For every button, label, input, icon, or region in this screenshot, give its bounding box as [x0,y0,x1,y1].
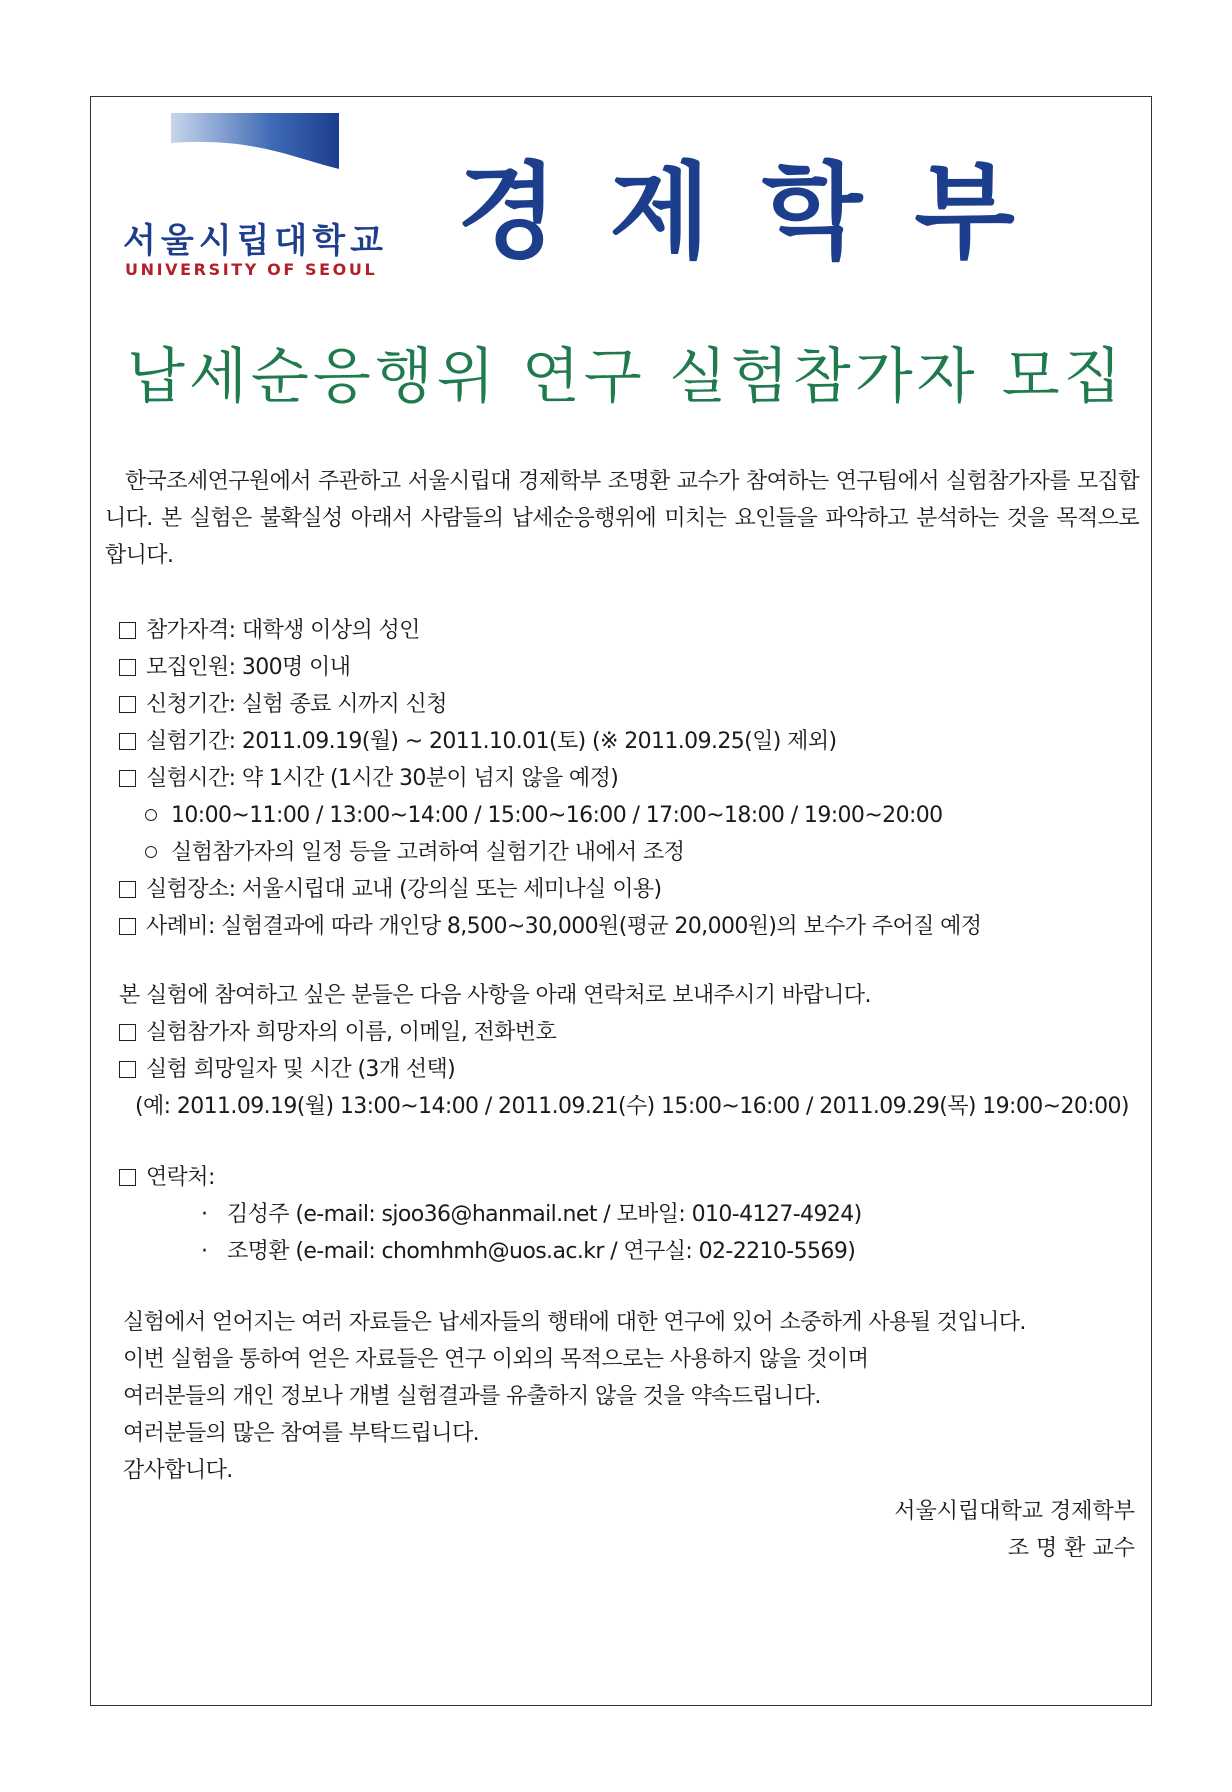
closing-line: 여러분들의 개인 정보나 개별 실험결과를 유출하지 않을 것을 약속드립니다. [123,1384,821,1409]
checkbox-icon [119,1061,136,1078]
application-instructions [105,977,1139,1125]
signature-name: 조 명 환 교수 [1007,1536,1135,1561]
signature-org: 서울시립대학교 경제학부 [894,1499,1135,1524]
circle-bullet-icon [145,809,157,821]
circle-bullet-icon [145,846,157,858]
checkbox-icon [119,1024,136,1041]
notice-body [105,463,1139,1567]
closing-line: 감사합니다. [123,1458,233,1483]
closing-line: 여러분들의 많은 참여를 부탁드립니다. [123,1421,480,1446]
logo-korean-name: 서울시립대학교 [123,221,388,261]
closing-remarks [105,1304,1139,1489]
signature-block [105,1493,1139,1567]
contact-person: · 조명환 (e-mail: chomhmh@uos.ac.kr / 연구실: 02-2210-5569) [105,1233,1139,1270]
list-item: 모집인원: 300명 이내 [105,649,1139,686]
checkbox-icon [119,770,136,787]
recruit-title: 납세순응행위 연구 실험참가자 모집 [127,342,1126,412]
department-title: 경제학부 [457,151,1067,273]
list-item: 참가자격: 대학생 이상의 성인 [105,612,1139,649]
contact-person: · 김성주 (e-mail: sjoo36@hanmail.net / 모바일: 010-4127-4924) [105,1196,1139,1233]
logo-english-name: UNIVERSITY OF SEOUL [125,260,378,279]
list-item: 실험장소: 서울시립대 교내 (강의실 또는 세미나실 이용) [105,871,1139,908]
dot-bullet-icon: · [201,1202,208,1227]
details-list [105,612,1139,945]
list-item: 실험참가자 희망자의 이름, 이메일, 전화번호 [105,1014,1139,1051]
closing-line: 실험에서 얻어지는 여러 자료들은 납세자들의 행태에 대한 연구에 있어 소중하게 사용될 것입니다. [123,1310,1026,1335]
checkbox-icon [119,918,136,935]
dot-bullet-icon: · [201,1239,208,1264]
list-item: 실험시간: 약 1시간 (1시간 30분이 넘지 않을 예정) [105,760,1139,797]
list-item: 실험 희망일자 및 시간 (3개 선택) [105,1051,1139,1088]
logo-swoosh-icon [171,113,339,169]
checkbox-icon [119,659,136,676]
contact-label-row: 연락처: [105,1159,1139,1196]
time-subitem: 10:00~11:00 / 13:00~14:00 / 15:00~16:00 / 17:00~18:00 / 19:00~20:00 [105,797,1139,834]
notice-frame [90,96,1152,1706]
checkbox-icon [119,696,136,713]
contact-section [105,1159,1139,1270]
instructions-lead: 본 실험에 참여하고 싶은 분들은 다음 사항을 아래 연락처로 보내주시기 바랍니다. [119,983,871,1008]
schedule-example: (예: 2011.09.19(월) 13:00~14:00 / 2011.09.21(수) 15:00~16:00 / 2011.09.29(목) 19:00~20:00) [135,1094,1129,1119]
list-item: 신청기간: 실험 종료 시까지 신청 [105,686,1139,723]
closing-line: 이번 실험을 통하여 얻은 자료들은 연구 이외의 목적으로는 사용하지 않을 것이며 [123,1347,869,1372]
intro-paragraph: 한국조세연구원에서 주관하고 서울시립대 경제학부 조명환 교수가 참여하는 연구팀에서 실험참가자를 모집합니다. 본 실험은 불확실성 아래서 사람들의 납세순응행위에 미치는 요인들을 파악하고 분석하는 것을 목적으로 합니다. [105,469,1139,568]
time-subitem: 실험참가자의 일정 등을 고려하여 실험기간 내에서 조정 [105,834,1139,871]
checkbox-icon [119,622,136,639]
list-item: 실험기간: 2011.09.19(월) ~ 2011.10.01(토) (※ 2011.09.25(일) 제외) [105,723,1139,760]
checkbox-icon [119,733,136,750]
checkbox-icon [119,1169,136,1186]
checkbox-icon [119,881,136,898]
list-item: 사례비: 실험결과에 따라 개인당 8,500~30,000원(평균 20,000원)의 보수가 주어질 예정 [105,908,1139,945]
university-logo [123,113,393,279]
